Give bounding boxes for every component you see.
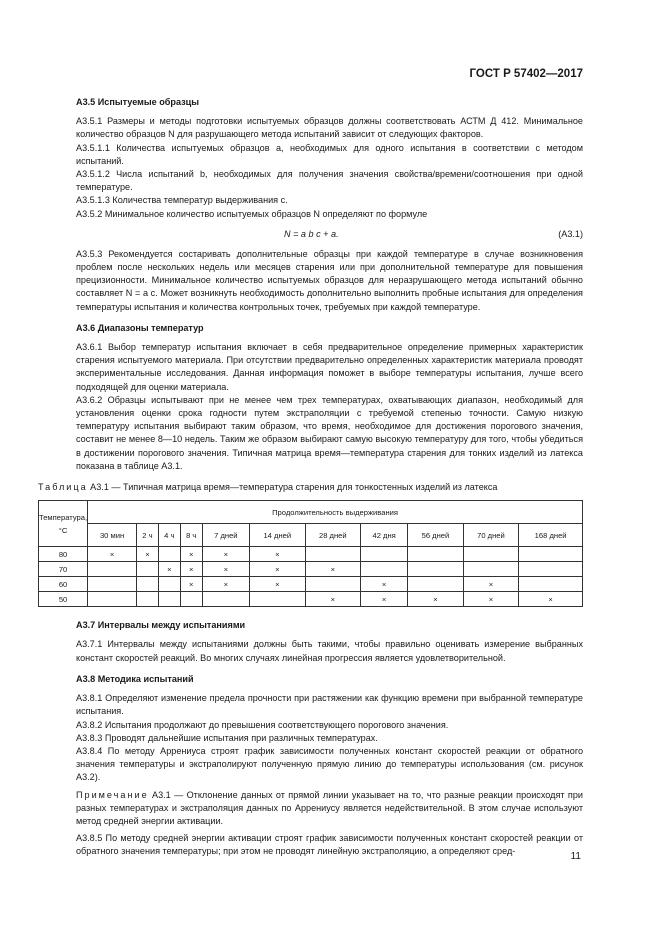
paragraph-a385: А3.8.5 По методу средней энергии активации строят график зависимости полученных констант скоростей реакции от обратного значения температуры; при этом не проводят линейную экстраполяцию, а определяют сред- xyxy=(76,833,583,857)
document-body xyxy=(38,94,583,859)
matrix-cell: × xyxy=(250,577,306,592)
section-heading-a35: А3.5 Испытуемые образцы xyxy=(76,97,199,107)
matrix-cell: × xyxy=(202,547,249,562)
paragraph-a381: А3.8.1 Определяют изменение предела прочности при растяжении как функцию времени при выбранной температуре испытания. xyxy=(76,693,583,717)
table-caption-label: Таблица xyxy=(38,482,88,493)
duration-column-header: Продолжительность выдерживания xyxy=(88,501,583,524)
matrix-cell xyxy=(158,547,180,562)
paragraph-a382: А3.8.2 Испытания продолжают до превышения соответствующего порогового значения. xyxy=(76,719,449,730)
paragraph-a3512: А3.5.1.2 Числа испытаний b, необходимых для получения значения свойства/времени/соотношения при одной температуре. xyxy=(76,169,583,193)
matrix-cell xyxy=(519,547,583,562)
paragraph-a361: А3.6.1 Выбор температур испытания включает в себя предварительное определение примерных характеристик старения испытуемого материала. При отсутствии предварительно определенных характеристик материала проводят экспериментальные исследования. Данная информация поможет в выборе температуры испытания, лучше всего подходящей для оценки материала. xyxy=(76,342,583,392)
matrix-cell xyxy=(519,577,583,592)
paragraph-a3511: А3.5.1.1 Количества испытуемых образцов a, необходимых для одного испытания в соответствии с методом испытаний. xyxy=(76,142,583,166)
matrix-cell xyxy=(136,577,158,592)
matrix-cell xyxy=(202,592,249,607)
matrix-cell xyxy=(88,577,137,592)
formula-a31 xyxy=(76,224,583,244)
standard-header: ГОСТ Р 57402—2017 xyxy=(469,68,583,80)
paragraph-a351: А3.5.1 Размеры и методы подготовки испытуемых образцов должны соответствовать АСТМ Д 412. Минимальное количество образцов N для разрушающего метода испытаний зависит от следующих факторов. xyxy=(76,116,583,140)
table-row xyxy=(39,592,583,607)
matrix-cell: × xyxy=(158,562,180,577)
note-text: А3.1 — Отклонение данных от прямой линии указывает на то, что разные реакции происходят при разных температурах и экстраполяция данных по Аррениусу является недействительной. В этом случае используют метод средней энергии активации. xyxy=(76,789,583,826)
matrix-cell xyxy=(463,547,519,562)
note-a31 xyxy=(76,789,583,829)
duration-col-header: 30 мин xyxy=(88,524,137,547)
note-label: Примечание xyxy=(76,789,149,800)
duration-col-header: 14 дней xyxy=(250,524,306,547)
formula-number: (А3.1) xyxy=(558,228,583,239)
page-number: 11 xyxy=(570,851,581,862)
matrix-cell: × xyxy=(202,577,249,592)
paragraph-a384: А3.8.4 По методу Аррениуса строят график зависимости полученных констант скоростей реакции от обратного значения температуры и экстраполируют полученную прямую линию до температуры использования (см. рисунок А3.2). xyxy=(76,745,583,783)
matrix-cell xyxy=(305,547,361,562)
matrix-cell: × xyxy=(519,592,583,607)
section-heading-a36: А3.6 Диапазоны температур xyxy=(76,322,204,333)
matrix-cell: × xyxy=(250,562,306,577)
matrix-cell xyxy=(408,562,464,577)
duration-col-header: 2 ч xyxy=(136,524,158,547)
duration-col-header: 56 дней xyxy=(408,524,464,547)
matrix-cell xyxy=(361,547,408,562)
formula-expression: N = a b c + a. xyxy=(284,228,339,239)
matrix-cell: × xyxy=(408,592,464,607)
table-row xyxy=(39,562,583,577)
temperature-column-header: Температура, °С xyxy=(39,501,88,547)
temperature-cell: 70 xyxy=(39,562,88,577)
matrix-cell xyxy=(88,562,137,577)
matrix-cell xyxy=(250,592,306,607)
paragraph-a353: А3.5.3 Рекомендуется состаривать дополнительные образцы при каждой температуре в случае возникновения проблем после нескольких недель или месяцев старения или при дополнительной температуре для повышения прецизионности. Минимальное количество испытуемых образцов для неразрушающего метода испытаний обычно составляет N = a c. Может возникнуть необходимость дополнительно выполнить пробные испытания для определения температуры испытания и количества контрольных точек, требуемых при каждой температуре. xyxy=(76,248,583,312)
matrix-cell: × xyxy=(180,547,202,562)
matrix-cell: × xyxy=(361,577,408,592)
matrix-cell xyxy=(305,577,361,592)
aging-matrix-table xyxy=(38,500,583,607)
matrix-cell: × xyxy=(305,592,361,607)
matrix-cell xyxy=(158,592,180,607)
matrix-cell: × xyxy=(463,592,519,607)
matrix-cell xyxy=(361,562,408,577)
matrix-cell xyxy=(136,592,158,607)
matrix-cell xyxy=(180,592,202,607)
matrix-cell: × xyxy=(305,562,361,577)
table-caption xyxy=(38,481,583,494)
duration-col-header: 7 дней xyxy=(202,524,249,547)
matrix-cell: × xyxy=(202,562,249,577)
duration-col-header: 168 дней xyxy=(519,524,583,547)
temperature-cell: 60 xyxy=(39,577,88,592)
matrix-cell xyxy=(136,562,158,577)
paragraph-a3513: А3.5.1.3 Количества температур выдерживания c. xyxy=(76,195,288,206)
matrix-cell xyxy=(519,562,583,577)
table-row xyxy=(39,577,583,592)
duration-col-header: 42 дня xyxy=(361,524,408,547)
matrix-cell xyxy=(463,562,519,577)
paragraph-a383: А3.8.3 Проводят дальнейшие испытания при различных температурах. xyxy=(76,732,378,743)
table-caption-text: А3.1 — Типичная матрица время—температура старения для тонкостенных изделий из латекса xyxy=(87,482,498,493)
temperature-cell: 50 xyxy=(39,592,88,607)
matrix-cell xyxy=(158,577,180,592)
matrix-cell: × xyxy=(463,577,519,592)
matrix-cell: × xyxy=(180,577,202,592)
matrix-cell: × xyxy=(136,547,158,562)
paragraph-a352: А3.5.2 Минимальное количество испытуемых образцов N определяют по формуле xyxy=(76,208,428,219)
matrix-cell xyxy=(408,547,464,562)
matrix-cell: × xyxy=(88,547,137,562)
section-heading-a37: А3.7 Интервалы между испытаниями xyxy=(76,620,246,631)
duration-col-header: 28 дней xyxy=(305,524,361,547)
table-row xyxy=(39,547,583,562)
paragraph-a362: А3.6.2 Образцы испытывают при не менее чем трех температурах, охватывающих диапазон, необходимый для установления оценки срока годности путем экстраполяции с требуемой степенью точности. Самую низкую температуру испытания выбирают таким образом, что время, необходимое для достижения порогового значения, составит не менее 8—10 недель. Таким же образом выбирают самую высокую температуру для того, чтобы убедиться в достижении порогового значения. Типичная матрица время—температура старения для тонких изделий из латекса показана в таблице А3.1. xyxy=(76,394,583,471)
matrix-cell xyxy=(88,592,137,607)
temperature-cell: 80 xyxy=(39,547,88,562)
matrix-cell xyxy=(408,577,464,592)
duration-col-header: 8 ч xyxy=(180,524,202,547)
matrix-cell: × xyxy=(250,547,306,562)
matrix-cell: × xyxy=(361,592,408,607)
section-heading-a38: А3.8 Методика испытаний xyxy=(76,673,194,684)
duration-col-header: 4 ч xyxy=(158,524,180,547)
duration-col-header: 70 дней xyxy=(463,524,519,547)
paragraph-a371: А3.7.1 Интервалы между испытаниями должны быть такими, чтобы правильно оценивать измерение выбранных констант скоростей реакций. Во многих случаях линейная прогрессия является удовлетворительной. xyxy=(76,639,583,663)
matrix-cell: × xyxy=(180,562,202,577)
